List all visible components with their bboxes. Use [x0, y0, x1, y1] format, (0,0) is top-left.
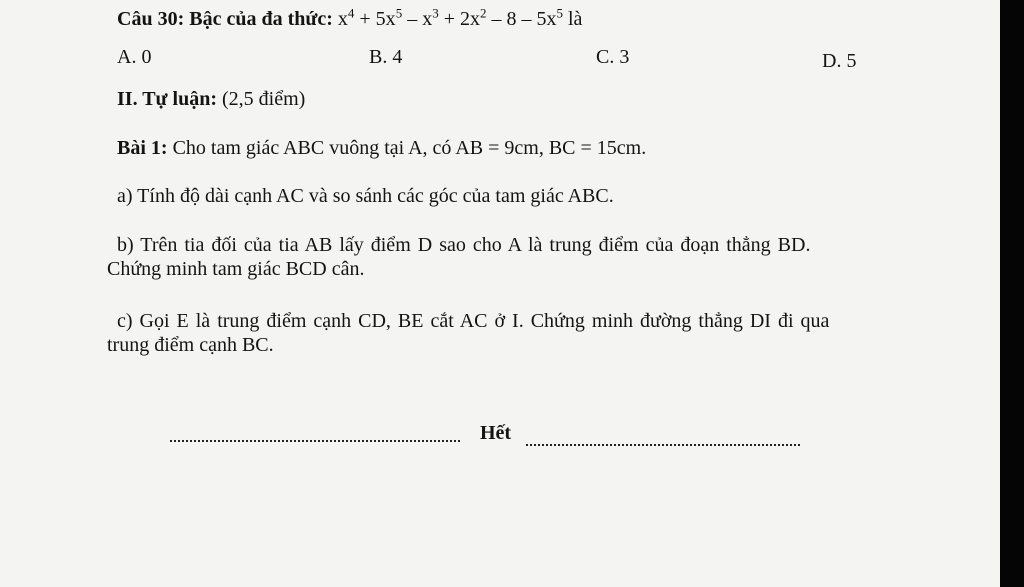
- section-title: II. Tự luận:: [117, 88, 218, 110]
- part-a: a) Tính độ dài cạnh AC và so sánh các góc của tam giác ABC.: [117, 185, 614, 207]
- option-d: D. 5: [822, 50, 857, 72]
- part-b-line-1: b) Trên tia đối của tia AB lấy điểm D sao cho A là trung điểm của đoạn thẳng BD.: [117, 234, 811, 256]
- poly-exponent: 5: [556, 5, 563, 21]
- poly-term: + 2x: [438, 8, 480, 30]
- section-heading: [117, 88, 305, 111]
- part-c-line-2: trung điểm cạnh BC.: [107, 334, 274, 356]
- dotted-line-right: [526, 444, 800, 446]
- question-label: Câu 30:: [117, 8, 185, 30]
- problem-text: Cho tam giác ABC vuông tại A, có AB = 9cm, BC = 15cm.: [172, 137, 647, 159]
- problem-label: Bài 1:: [117, 137, 168, 159]
- poly-term: – x: [402, 8, 433, 30]
- part-b-line-2: Chứng minh tam giác BCD cân.: [107, 258, 365, 280]
- dotted-line-left: [170, 440, 460, 442]
- section-points: (2,5 điểm): [222, 88, 306, 110]
- question-30: [117, 5, 583, 31]
- option-b: B. 4: [369, 46, 403, 68]
- end-marker: [170, 420, 810, 450]
- poly-exponent: 3: [432, 5, 439, 21]
- poly-exponent: 5: [395, 5, 403, 21]
- part-c-line-1: c) Gọi E là trung điểm cạnh CD, BE cắt AC ở I. Chứng minh đường thẳng DI đi qua: [117, 310, 830, 332]
- question-text: Bậc của đa thức:: [189, 8, 333, 30]
- problem-1: [117, 137, 646, 160]
- dark-border: [1000, 0, 1024, 587]
- end-label: Hết: [480, 422, 512, 444]
- option-a: A. 0: [117, 46, 152, 68]
- question-tail: là: [567, 8, 583, 30]
- polynomial: [337, 5, 568, 30]
- poly-exponent: 4: [347, 5, 355, 21]
- poly-exponent: 2: [479, 5, 487, 21]
- poly-term: + 5x: [354, 8, 396, 30]
- poly-term: – 8 – 5x: [486, 8, 557, 30]
- poly-term: x: [337, 8, 348, 30]
- option-c: C. 3: [596, 46, 630, 68]
